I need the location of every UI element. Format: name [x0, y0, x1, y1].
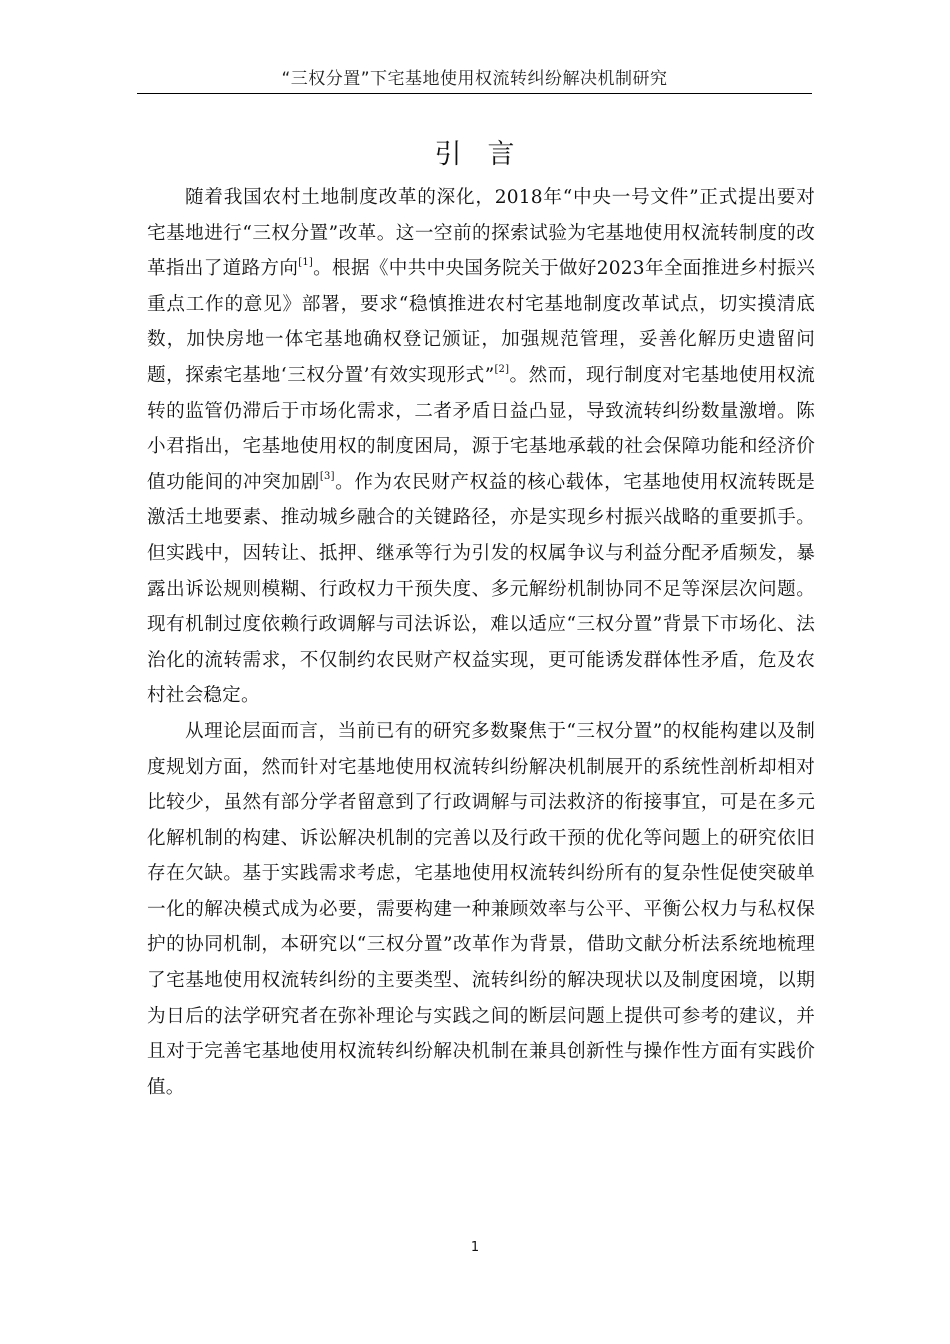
paragraph-1-text-1: 随着我国农村土地制度改革的深化，2018年“中央一号文件”正式提出要对宅基地进行“三权分置”改革。这一空前的探索试验为宅基地使用权流转制度的改革指出了道路方向 [147, 187, 815, 280]
paragraph-2 [147, 714, 815, 1106]
citation-ref-2: [2] [494, 363, 510, 375]
paragraph-1 [147, 180, 815, 714]
paragraph-2-text-1: 从理论层面而言，当前已有的研究多数聚焦于“三权分置”的权能构建以及制度规划方面，然而针对宅基地使用权流转纠纷解决机制展开的系统性剖析却相对比较少，虽然有部分学者留意到了行政调解与司法救济的衔接事宜，可是在多元化解机制的构建、诉讼解决机制的完善以及行政干预的优化等问题上的研究依旧存在欠缺。基于实践需求考虑，宅基地使用权流转纠纷所有的复杂性促使突破单一化的解决模式成为必要，需要构建一种兼顾效率与公平、平衡公权力与私权保护的协同机制，本研究以“三权分置”改革作为背景，借助文献分析法系统地梳理了宅基地使用权流转纠纷的主要类型、流转纠纷的解决现状以及制度困境，以期为日后的法学研究者在弥补理论与实践之间的断层问题上提供可参考的建议，并且对于完善宅基地使用权流转纠纷解决机制在兼具创新性与操作性方面有实践价值。 [147, 720, 815, 1098]
paragraph-1-text-2: 。根据《中共中央国务院关于做好2023年全面推进乡村振兴重点工作的意见》部署，要求“稳慎推进农村宅基地制度改革试点，切实摸清底数，加快房地一体宅基地确权登记颁证，加强规范管理，妥善化解历史遗留问题，探索宅基地‘三权分置’有效实现形式” [147, 258, 815, 386]
section-title: 引言 [434, 139, 541, 170]
page-number: 1 [470, 1240, 480, 1255]
paragraph-1-text-4: 。作为农民财产权益的核心载体，宅基地使用权流转既是激活土地要素、推动城乡融合的关键路径，亦是实现乡村振兴战略的重要抓手。但实践中，因转让、抵押、继承等行为引发的权属争议与利益分配矛盾频发，暴露出诉讼规则模糊、行政权力干预失度、多元解纷机制协同不足等深层次问题。现有机制过度依赖行政调解与司法诉讼，难以适应“三权分置”背景下市场化、法治化的流转需求，不仅制约农民财产权益实现，更可能诱发群体性矛盾，危及农村社会稳定。 [147, 471, 815, 707]
running-header: “三权分置”下宅基地使用权流转纠纷解决机制研究 [281, 69, 668, 89]
citation-ref-1: [1] [298, 257, 314, 269]
paragraph-1-text-3: 。然而，现行制度对宅基地使用权流转的监管仍滞后于市场化需求，二者矛盾日益凸显，导致流转纠纷数量激增。陈小君指出，宅基地使用权的制度困局，源于宅基地承载的社会保障功能和经济价值功能间的冲突加剧 [147, 364, 815, 493]
header-divider [137, 93, 812, 94]
body-text [147, 180, 815, 1105]
citation-ref-3: [3] [319, 470, 335, 482]
